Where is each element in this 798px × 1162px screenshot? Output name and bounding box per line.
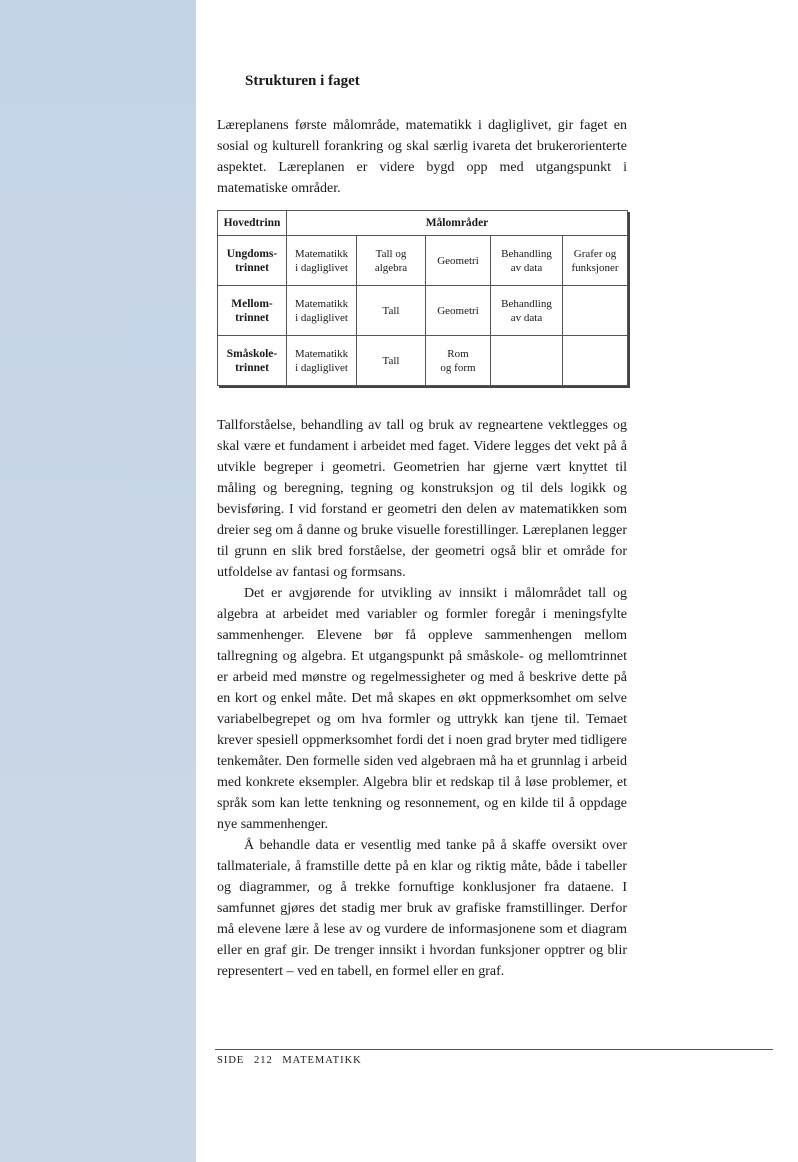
table-header-stage: Hovedtrinn (218, 211, 287, 236)
goal-cell: Geometri (426, 286, 491, 336)
goal-cell: Tall og algebra (357, 236, 426, 286)
goal-cell (563, 336, 628, 386)
sidebar-panel (0, 0, 196, 1162)
stage-cell: Mellom- trinnet (218, 286, 287, 336)
goal-cell: Grafer og funksjoner (563, 236, 628, 286)
body-text (217, 415, 627, 982)
table-header-goals: Målområder (287, 211, 628, 236)
body-paragraph: Å behandle data er vesentlig med tanke på å skaffe oversikt over tallmateriale, å framstille dette på en klar og riktig måte, både i tabeller og diagrammer, og å trekke fornuftige konklusjoner fra dataene. I samfunnet gjøres det stadig mer bruk av grafiske framstillinger. Derfor må elevene lære å lese av og vurdere de informasjonene som et diagram eller en graf gir. De trenger innsikt i hvordan funksjoner opptrer og blir representert – ved en tabell, en formel eller en graf. (217, 838, 627, 979)
footer-rule (215, 1049, 773, 1050)
stage-cell: Ungdoms- trinnet (218, 236, 287, 286)
footer-side-label: SIDE (217, 1055, 245, 1066)
body-paragraph: Det er avgjørende for utvikling av innsikt i målområdet tall og algebra at arbeidet med variabler og formler foregår i meningsfylte sammenhenger. Elevene bør få oppleve sammenhengen mellom tallregning og algebra. Et utgangspunkt på småskole- og mellomtrinnet er arbeid med mønstre og regelmessigheter og med å beskrive dette på en kort og enkel måte. Det må skapes en økt oppmerksomhet om selve variabelbegrepet og om hva formler og uttrykk kan tjene til. Temaet krever spesiell oppmerksomhet fordi det i noen grad bryter med tidligere tenkemåter. Den formelle siden ved algebraen må ha et grunnlag i arbeid med konkrete eksempler. Algebra blir et redskap til å løse problemer, et språk som kan lette tenkning og resonnement, og en kilde til å oppdage nye sammenhenger. (217, 586, 627, 832)
table-row (218, 286, 628, 336)
body-paragraph: Tallforståelse, behandling av tall og bruk av regneartene vektlegges og skal være et fundament i arbeidet med faget. Videre legges det vekt på å utvikle begreper i geometri. Geometrien har gjerne vært knyttet til måling og beregning, tegning og konstruksjon og til dels logikk og bevisføring. I vid forstand er geometri den delen av matematikken som dreier seg om å danne og bruke visuelle forestillinger. Læreplanen legger til grunn en slik bred forståelse, der geometri også blir et område for utfoldelse av fantasi og formsans. (217, 418, 627, 580)
goal-cell: Matematikk i dagliglivet (287, 236, 357, 286)
intro-paragraph: Læreplanens første målområde, matematikk i dagliglivet, gir faget en sosial og kulturell forankring og skal særlig ivareta det brukerorienterte aspektet. Læreplanen er videre bygd opp med utgangspunkt i matematiske områder. (217, 118, 627, 196)
goal-cell: Tall (357, 336, 426, 386)
goal-cell (491, 336, 563, 386)
footer-subject: MATEMATIKK (282, 1055, 362, 1066)
goal-cell: Matematikk i dagliglivet (287, 336, 357, 386)
goal-cell: Behandling av data (491, 286, 563, 336)
goal-cell: Matematikk i dagliglivet (287, 286, 357, 336)
page-footer (217, 1055, 368, 1066)
goal-cell: Behandling av data (491, 236, 563, 286)
goal-cell: Tall (357, 286, 426, 336)
goal-areas-table (217, 210, 628, 386)
table-row (218, 236, 628, 286)
footer-page-number: 212 (253, 1055, 273, 1066)
goal-cell: Rom og form (426, 336, 491, 386)
stage-cell: Småskole- trinnet (218, 336, 287, 386)
section-heading: Strukturen i faget (245, 73, 360, 89)
goal-cell: Geometri (426, 236, 491, 286)
table-row (218, 336, 628, 386)
goal-cell (563, 286, 628, 336)
